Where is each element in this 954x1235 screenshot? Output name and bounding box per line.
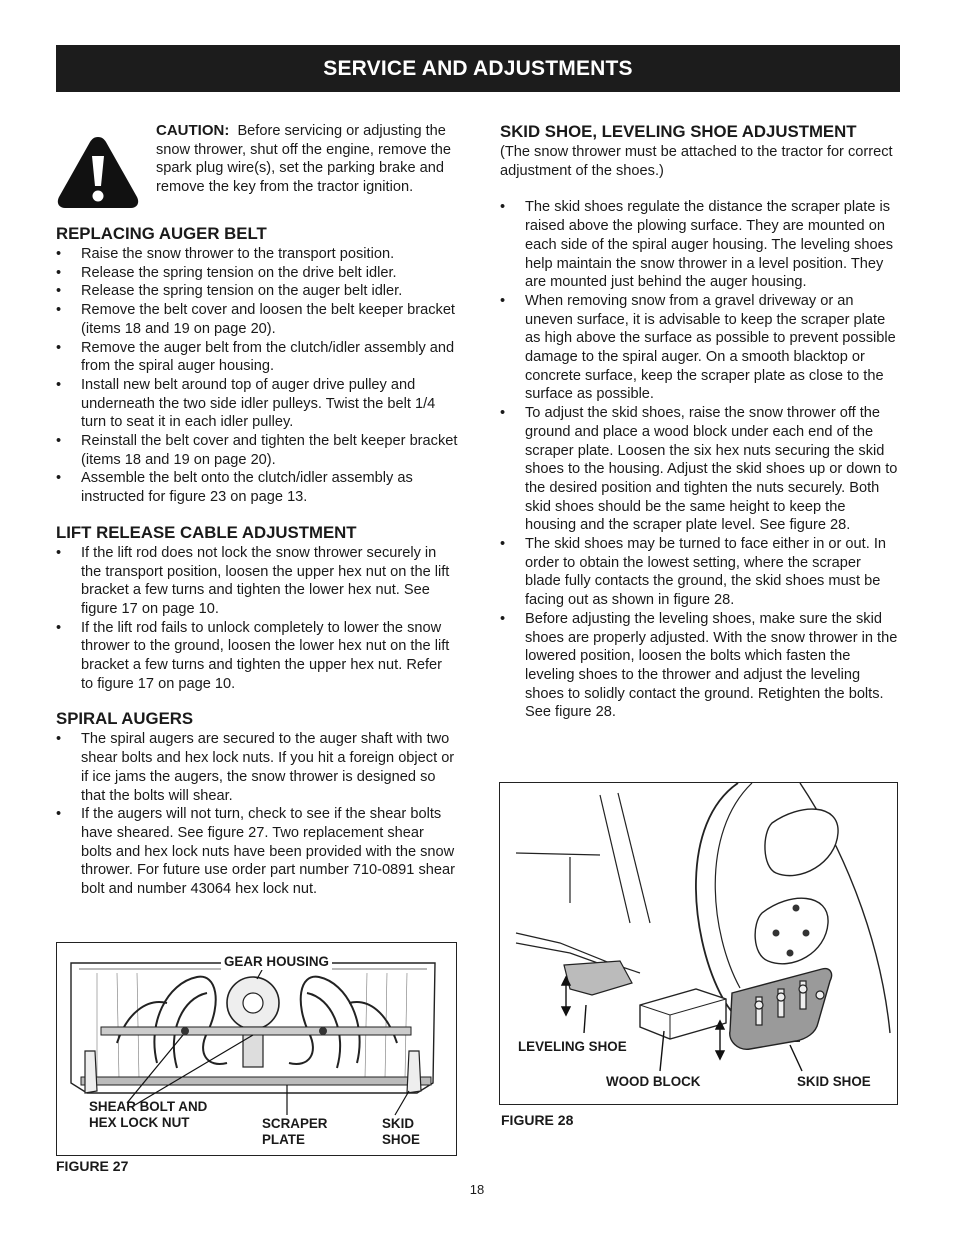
caution-block [56,122,458,210]
list-item: • Release the spring tension on the auger belt idler. [56,282,458,301]
bullet-list [56,730,458,898]
callout-skid-shoe: SKID SHOE [797,1074,871,1089]
skid-shoe-illustration [500,783,897,1104]
callout-scraper-plate: SCRAPER PLATE [262,1116,328,1147]
figure-28-caption: FIGURE 28 [501,1112,574,1128]
section-heading: SKID SHOE, LEVELING SHOE ADJUSTMENT [500,122,857,141]
section-replacing-auger-belt [56,224,458,507]
list-item: • If the augers will not turn, check to see if the shear bolts have sheared. See figure 27. Two replacement shear bolts and hex lock nuts have been provided with the snow thrower. For future use order part number 710-0891 shear bolt and number 43064 hex lock nut. [56,805,458,899]
callout-wood-block: WOOD BLOCK [606,1074,701,1089]
callout-shear-bolt: SHEAR BOLT AND HEX LOCK NUT [89,1099,208,1130]
callout-gear-housing: GEAR HOUSING [221,954,332,970]
figure-27 [56,942,457,1156]
left-column [56,122,458,915]
section-heading: LIFT RELEASE CABLE ADJUSTMENT [56,522,357,542]
list-item: • The spiral augers are secured to the auger shaft with two shear bolts and hex lock nuts. If you hit a foreign object or if ice jams the augers, the snow thrower is designed so that the bolts will shear. [56,730,458,805]
list-item: • Release the spring tension on the drive belt idler. [56,264,458,283]
section-heading: REPLACING AUGER BELT [56,224,267,243]
bullet-list [56,245,458,507]
bullet-list [500,198,900,722]
figure-27-caption: FIGURE 27 [56,1158,129,1174]
list-item: • Reinstall the belt cover and tighten the belt keeper bracket (items 18 and 19 on page 20). [56,432,458,469]
bullet-list [56,544,458,694]
list-item: • When removing snow from a gravel driveway or an uneven surface, it is advisable to keep the scraper plate as high above the surface as possible to prevent possible damage to the spiral auger. On a smooth blacktop or concrete surface, keep the scraper plate as close to the surface as possible. [500,292,900,404]
section-heading: SPIRAL AUGERS [56,709,194,729]
list-item: • The skid shoes may be turned to face either in or out. In order to obtain the lowest setting, where the scraper blade fully contacts the ground, the skid shoes must be facing out as shown in figure 28. [500,535,900,610]
section-spiral-augers [56,709,458,898]
list-item: • Remove the belt cover and loosen the belt keeper bracket (items 18 and 19 on page 20). [56,301,458,338]
caution-text [156,122,458,210]
right-column [500,122,900,722]
list-item: • Remove the auger belt from the clutch/idler assembly and from the spiral auger housing. [56,339,458,376]
list-item: • To adjust the skid shoes, raise the snow thrower off the ground and place a wood block under each end of the scraper plate. Loosen the six hex nuts securing the skid shoes to the housing. Adjust the skid shoes up or down to the desired position and tighten the nuts securely. Both skid shoes should be the same height to keep the housing and the scraper plate level. See figure 28. [500,404,900,535]
list-item: • Install new belt around top of auger drive pulley and underneath the two side idler pulleys. Twist the belt 1/4 turn to seat it in each idler pulley. [56,376,458,432]
page-title: SERVICE AND ADJUSTMENTS [56,45,900,92]
list-item: • If the lift rod does not lock the snow thrower securely in the transport position, loosen the upper hex nut on the lift bracket a few turns and tighten the lower hex nut. See figure 17 on page 10. [56,544,458,619]
figure-28 [499,782,898,1105]
callout-leveling-shoe: LEVELING SHOE [518,1039,627,1054]
caution-label: CAUTION: [156,122,230,139]
section-note: (The snow thrower must be attached to the tractor for correct adjustment of the shoes.) [500,144,893,179]
list-item: • Assemble the belt onto the clutch/idler assembly as instructed for figure 23 on page 13. [56,469,458,506]
caution-body: Before servicing or adjusting the snow thrower, shut off the engine, remove the spark plug wire(s), set the parking brake and remove the key from the tractor ignition. [156,123,452,196]
list-item: • Before adjusting the leveling shoes, make sure the skid shoes are properly adjusted. With the snow thrower in the lowered position, loosen the bolts which fasten the leveling shoes to the thrower and adjust the leveling shoes to solidly contact the ground. Retighten the bolts. See figure 28. [500,610,900,722]
warning-triangle-icon [56,122,140,210]
list-item: • The skid shoes regulate the distance the scraper plate is raised above the plowing surface. They are mounted on each side of the spiral auger housing. The leveling shoes help maintain the snow thrower in a level position. They are mounted just behind the auger housing. [500,198,900,292]
list-item: • If the lift rod fails to unlock completely to lower the snow thrower to the ground, loosen the lower hex nut on the lift bracket a few turns and tighten the upper hex nut. Refer to figure 17 on page 10. [56,619,458,694]
section-lift-release [56,523,458,694]
callout-skid-shoe: SKID SHOE [382,1116,420,1147]
list-item: • Raise the snow thrower to the transport position. [56,245,458,264]
page-number: 18 [469,1182,485,1197]
